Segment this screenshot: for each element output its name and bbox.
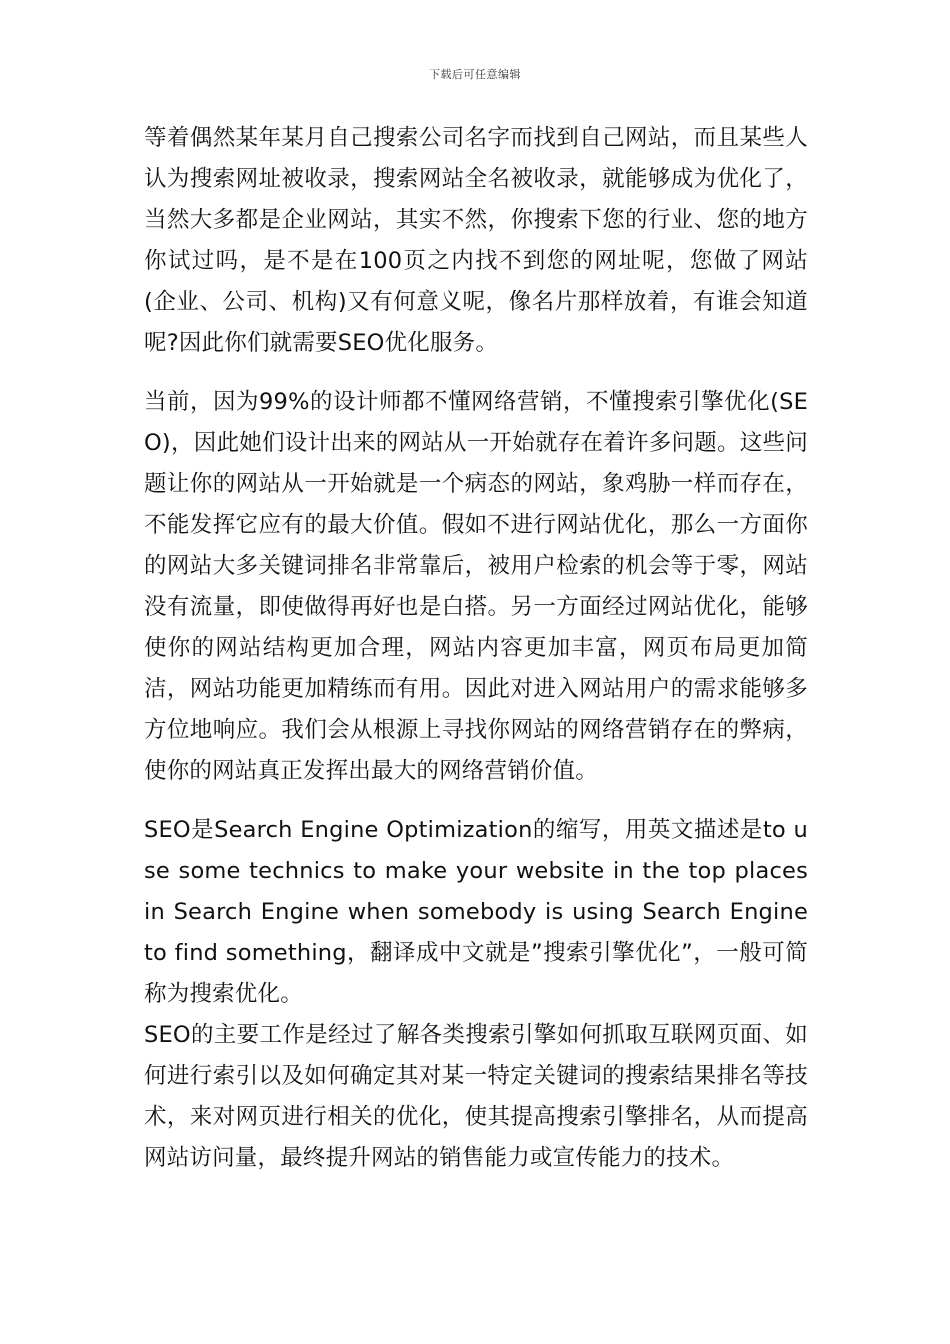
paragraph-4: SEO的主要工作是经过了解各类搜索引擎如何抓取互联网页面、如何进行索引以及如何确定其对某一特定关键词的搜索结果排名等技术，来对网页进行相关的优化，使其提高搜索引擎排名，从而提高网站访问量，最终提升网站的销售能力或宣传能力的技术。: [144, 1022, 808, 1171]
paragraph-2: 当前，因为99%的设计师都不懂网络营销，不懂搜索引擎优化(SEO)，因此她们设计出来的网站从一开始就存在着许多问题。这些问题让你的网站从一开始就是一个病态的网站，象鸡胁一样而存在，不能发挥它应有的最大价值。假如不进行网站优化，那么一方面你的网站大多关键词排名非常靠后，被用户检索的机会等于零，网站没有流量，即使做得再好也是白搭。另一方面经过网站优化，能够使你的网站结构更加合理，网站内容更加丰富，网页布局更加简洁，网站功能更加精练而有用。因此对进入网站用户的需求能够多方位地响应。我们会从根源上寻找你网站的网络营销存在的弊病，使你的网站真正发挥出最大的网络营销价值。: [144, 389, 808, 784]
document-body: [144, 118, 808, 1179]
paragraph-3: SEO是Search Engine Optimization的缩写，用英文描述是to use some technics to make your website in the top places in Search Engine when somebody is using Search Engine to find something，翻译成中文就是”搜索引擎优化”，一般可简称为搜索优化。: [144, 817, 808, 1007]
page-header: 下载后可任意编辑: [429, 68, 521, 81]
paragraph-1: 等着偶然某年某月自己搜索公司名字而找到自己网站，而且某些人认为搜索网址被收录，搜索网站全名被收录，就能够成为优化了，当然大多都是企业网站，其实不然，你搜索下您的行业、您的地方你试过吗，是不是在100页之内找不到您的网址呢，您做了网站(企业、公司、机构)又有何意义呢，像名片那样放着，有谁会知道呢?因此你们就需要SEO优化服务。: [144, 125, 808, 356]
